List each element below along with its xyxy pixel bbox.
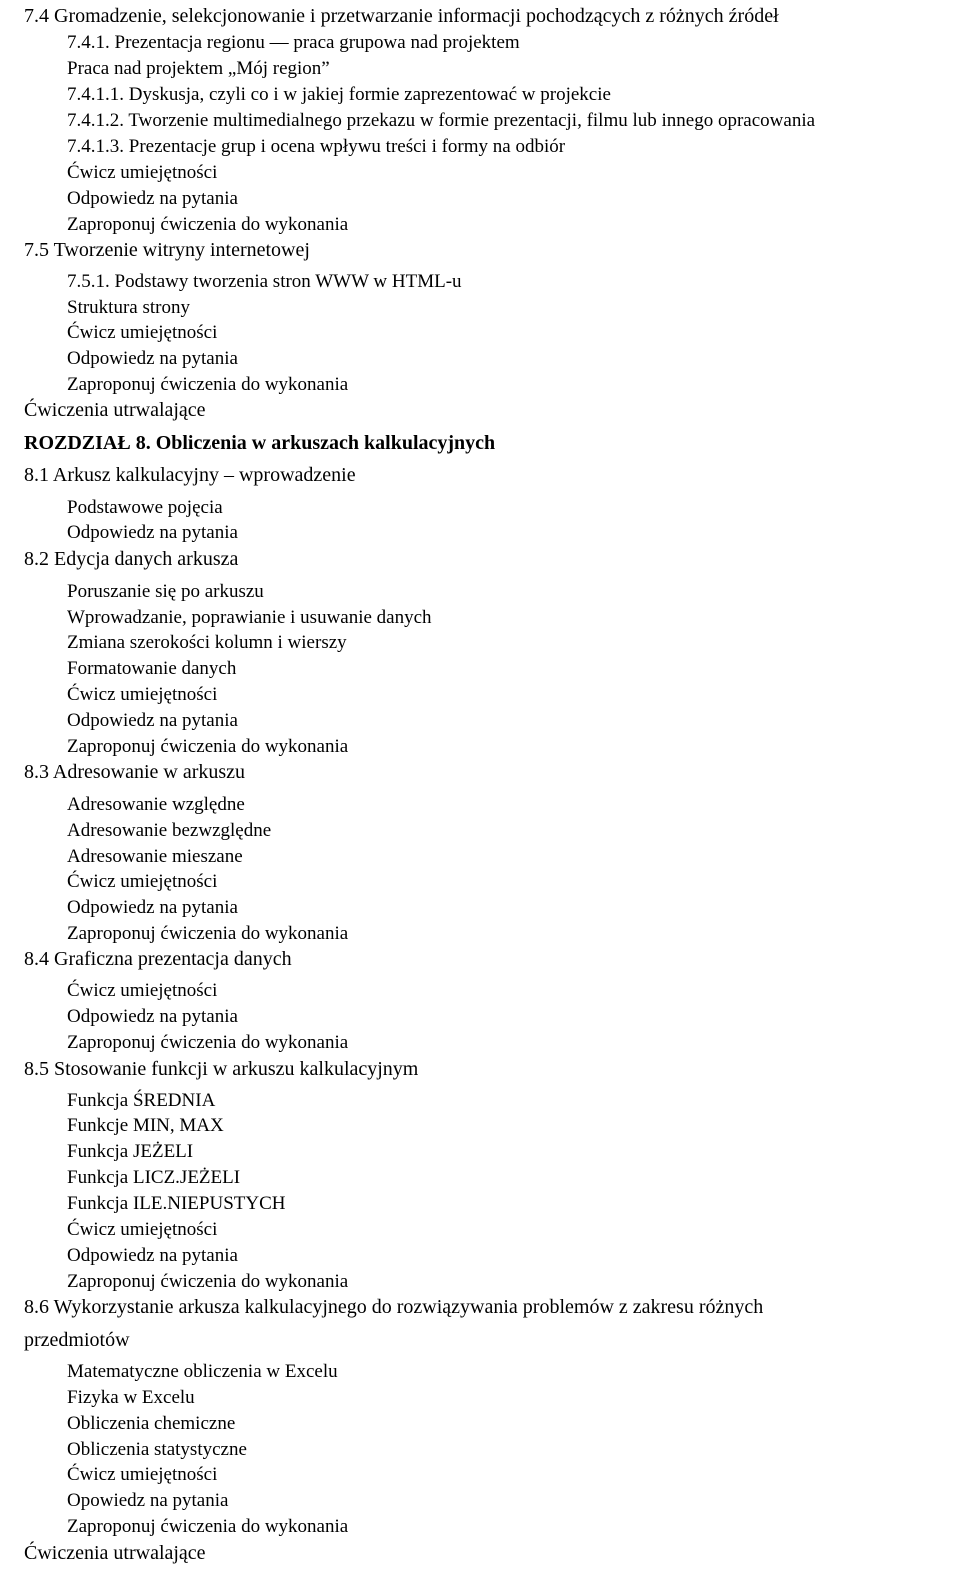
toc-entry: Zaproponuj ćwiczenia do wykonania [67, 736, 349, 757]
toc-entry: Ćwicz umiejętności [67, 1219, 218, 1240]
toc-entry: Opowiedz na pytania [67, 1490, 229, 1511]
toc-entry: Zaproponuj ćwiczenia do wykonania [67, 1516, 349, 1537]
toc-section-heading: 8.5 Stosowanie funkcji w arkuszu kalkulacyjnym [24, 1058, 419, 1080]
toc-entry: Zmiana szerokości kolumn i wierszy [67, 632, 347, 653]
toc-entry: Funkcje MIN, MAX [67, 1115, 224, 1136]
toc-chapter-heading: ROZDZIAŁ 8. Obliczenia w arkuszach kalkulacyjnych [24, 432, 496, 454]
toc-entry: Zaproponuj ćwiczenia do wykonania [67, 1032, 349, 1053]
toc-entry: Adresowanie mieszane [67, 846, 243, 867]
toc-subsection: 7.4.1.2. Tworzenie multimedialnego przekazu w formie prezentacji, filmu lub innego opracowania [67, 110, 816, 131]
toc-entry: Obliczenia chemiczne [67, 1413, 236, 1434]
toc-entry: Odpowiedz na pytania [67, 1245, 238, 1266]
toc-entry: Odpowiedz na pytania [67, 522, 238, 543]
toc-entry: Praca nad projektem „Mój region” [67, 58, 330, 79]
toc-entry: Odpowiedz na pytania [67, 188, 238, 209]
toc-entry: Odpowiedz na pytania [67, 710, 238, 731]
toc-entry: Formatowanie danych [67, 658, 237, 679]
toc-entry: Odpowiedz na pytania [67, 1006, 238, 1027]
toc-entry: Funkcja LICZ.JEŻELI [67, 1167, 241, 1188]
toc-entry: Ćwicz umiejętności [67, 162, 218, 183]
toc-section-heading: 7.4 Gromadzenie, selekcjonowanie i przetwarzanie informacji pochodzących z różnych źródeł [24, 5, 779, 27]
toc-entry: Zaproponuj ćwiczenia do wykonania [67, 923, 349, 944]
toc-entry: Podstawowe pojęcia [67, 497, 223, 518]
toc-entry: Struktura strony [67, 297, 190, 318]
toc-entry: Ćwicz umiejętności [67, 871, 218, 892]
toc-section-heading-continued: przedmiotów [24, 1329, 130, 1351]
toc-entry: Zaproponuj ćwiczenia do wykonania [67, 1271, 349, 1292]
toc-entry: Poruszanie się po arkuszu [67, 581, 264, 602]
toc-entry: Obliczenia statystyczne [67, 1439, 247, 1460]
toc-section-heading: Ćwiczenia utrwalające [24, 1542, 206, 1564]
toc-section-heading: 8.6 Wykorzystanie arkusza kalkulacyjnego do rozwiązywania problemów z zakresu różnych [24, 1296, 764, 1318]
toc-entry: Zaproponuj ćwiczenia do wykonania [67, 374, 349, 395]
toc-entry: Zaproponuj ćwiczenia do wykonania [67, 214, 349, 235]
toc-entry: Odpowiedz na pytania [67, 348, 238, 369]
toc-section-heading: 7.5 Tworzenie witryny internetowej [24, 239, 310, 261]
toc-entry: Adresowanie względne [67, 794, 245, 815]
toc-section-heading: 8.2 Edycja danych arkusza [24, 548, 239, 570]
toc-entry: Funkcja JEŻELI [67, 1141, 194, 1162]
toc-section-heading: 8.1 Arkusz kalkulacyjny – wprowadzenie [24, 464, 356, 486]
toc-entry: Ćwicz umiejętności [67, 1464, 218, 1485]
toc-section-heading: 8.4 Graficzna prezentacja danych [24, 948, 292, 970]
toc-entry: Odpowiedz na pytania [67, 897, 238, 918]
toc-entry: Wprowadzanie, poprawianie i usuwanie danych [67, 607, 432, 628]
toc-subsection: 7.4.1.1. Dyskusja, czyli co i w jakiej formie zaprezentować w projekcie [67, 84, 611, 105]
toc-entry: Funkcja ŚREDNIA [67, 1090, 216, 1111]
toc-entry: Fizyka w Excelu [67, 1387, 195, 1408]
toc-entry: Matematyczne obliczenia w Excelu [67, 1361, 338, 1382]
toc-entry: Adresowanie bezwzględne [67, 820, 272, 841]
toc-entry: Ćwicz umiejętności [67, 322, 218, 343]
toc-entry: Ćwicz umiejętności [67, 684, 218, 705]
toc-subsection: 7.4.1.3. Prezentacje grup i ocena wpływu treści i formy na odbiór [67, 136, 566, 157]
toc-entry: Ćwicz umiejętności [67, 980, 218, 1001]
toc-entry: Funkcja ILE.NIEPUSTYCH [67, 1193, 286, 1214]
toc-subsection: 7.4.1. Prezentacja regionu — praca grupowa nad projektem [67, 32, 520, 53]
toc-subsection: 7.5.1. Podstawy tworzenia stron WWW w HTML-u [67, 271, 462, 292]
toc-section-heading: Ćwiczenia utrwalające [24, 399, 206, 421]
toc-section-heading: 8.3 Adresowanie w arkuszu [24, 761, 246, 783]
